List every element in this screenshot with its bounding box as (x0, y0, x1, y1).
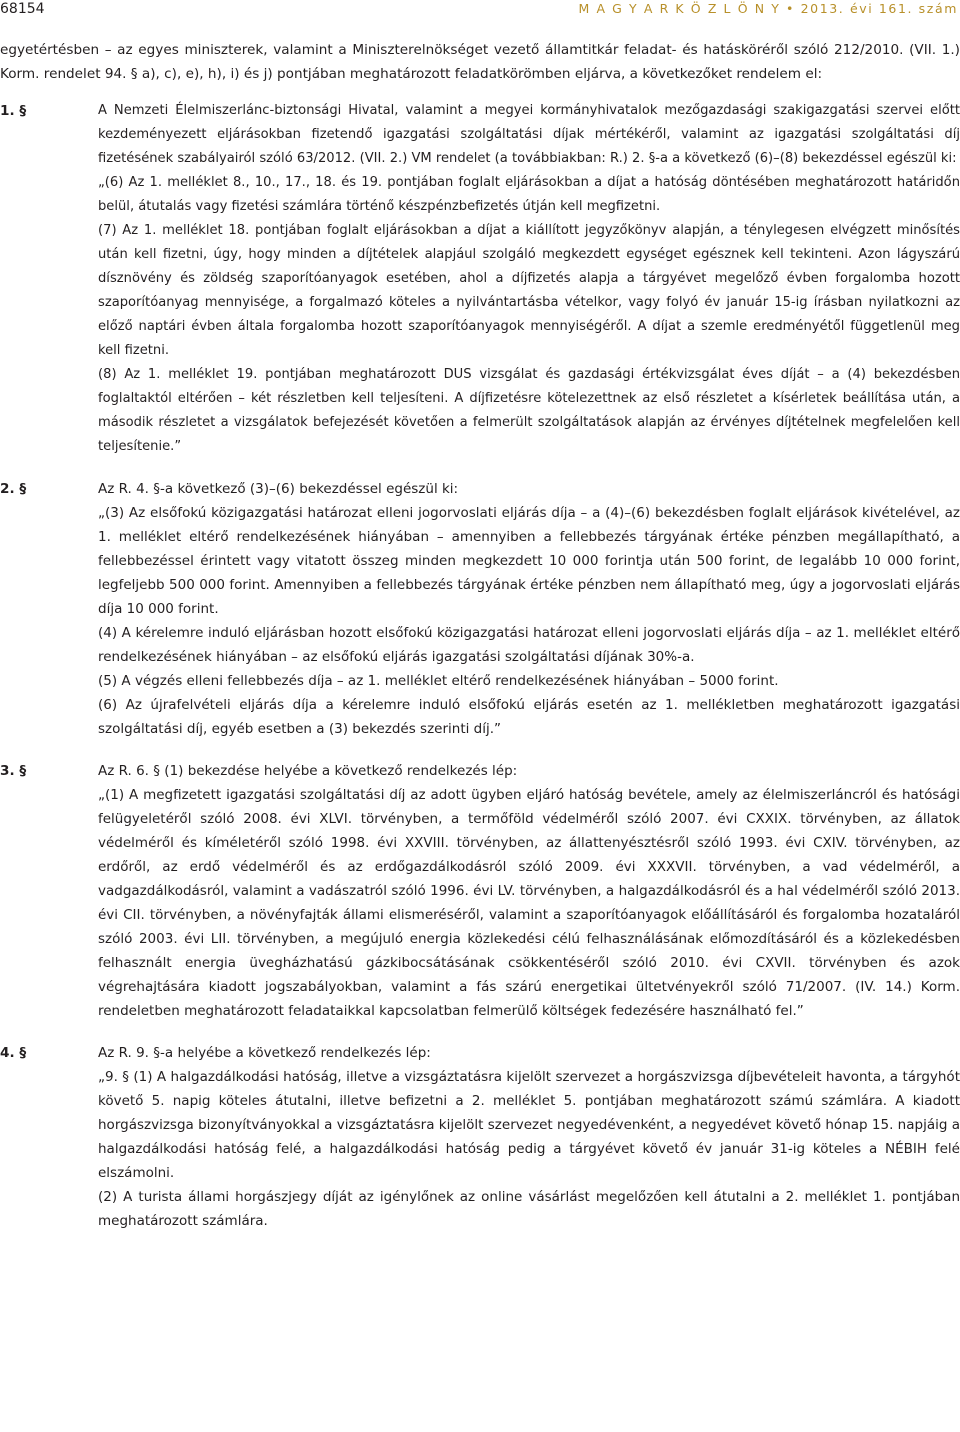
section-4 (0, 1041, 960, 1233)
running-title: M A G Y A R K Ö Z L Ö N Y • 2013. évi 161. szám (578, 1, 958, 16)
section-paragraph: Az R. 9. §-a helyébe a következő rendelkezés lép: (98, 1045, 431, 1061)
page-header (0, 0, 960, 24)
section-paragraph: Az R. 4. §-a következő (3)–(6) bekezdéssel egészül ki: (98, 481, 459, 497)
section-body (98, 477, 960, 741)
section-label: 3. § (0, 763, 27, 779)
section-paragraph: (8) Az 1. melléklet 19. pontjában meghatározott DUS vizsgálat és gazdasági értékvizsgálat éves díját – a (4) bekezdésben foglaltaktól eltérően – két részletben kell teljesíteni. A díjfizetésre kötelezettnek az első részletet a kísérletek beállítása után, a második részletet a vizsgálatok befejezését követően a felmerült szolgáltatások alapján az érvényes díjtételnek megfelelően kell teljesítenie.” (98, 367, 960, 454)
section-label: 4. § (0, 1045, 27, 1061)
section-body (98, 1041, 960, 1233)
section-body (98, 759, 960, 1023)
section-paragraph: „(3) Az elsőfokú közigazgatási határozat elleni jogorvoslati eljárás díja – a (4)–(6) bekezdésben foglalt eljárások kivételével, az 1. melléklet eltérő rendelkezésének hiányában – amennyiben a fellebbezés tárgyának értéke pénzben megállapítható, a fellebbezéssel érintett vagy vitatott összeg minden megkezdett 10 000 forintja után 500 forint, de legalább 10 000 forint, legfeljebb 500 000 forint. Amennyiben a fellebbezés tárgyának értéke pénzben nem állapítható meg, úgy a jogorvoslati eljárás díja 10 000 forint. (98, 505, 960, 617)
page-number: 68154 (0, 1, 45, 17)
section-paragraph: (7) Az 1. melléklet 18. pontjában foglalt eljárásokban a díjat a kiállított jegyzőkönyv alapján, a ténylegesen elvégzett minősítés után kell fizetni, úgy, hogy minden a díjtételek alapjául szolgáló megkezdett egységet egésznek kell tekinteni. Azon lágyszárú dísznövény és zöldség szaporítóanyagok esetében, ahol a díjfizetés alapja a tárgyévet megelőző évben forgalomba hozott szaporítóanyag mennyisége, a forgalmazó köteles a nyilvántartásba vételkor, vagy folyó év január 15-ig írásban nyilatkozni az előző naptári évben általa forgalomba hozott szaporítóanyagok mennyiségéről. A díjat a szemle eredményétől függetlenül meg kell fizetni. (98, 223, 960, 358)
section-paragraph: (2) A turista állami horgászjegy díját az igénylőnek az online vásárlást megelőzően kell átutalni a 2. melléklet 1. pontjában meghatározott számlára. (98, 1189, 960, 1229)
section-paragraph: Az R. 6. § (1) bekezdése helyébe a következő rendelkezés lép: (98, 763, 518, 779)
section-2 (0, 477, 960, 741)
section-paragraph: „(1) A megfizetett igazgatási szolgáltatási díj az adott ügyben eljáró hatóság bevétele, amely az élelmiszerláncról és hatósági felügyeletéről szóló 2008. évi XLVI. törvényben, a termőföld védelméről szóló 2007. évi CXXIX. törvényben, az állatok védelméről és kíméletéről szóló 1998. évi XXVIII. törvényben, az állattenyésztésről szóló 1993. évi CXIV. törvényben, az erdőről, az erdő védelméről és az erdőgazdálkodásról szóló 2009. évi XXXVII. törvényben, a vad védelméről, a vadgazdálkodásról, valamint a vadászatról szóló 1996. évi LV. törvényben, a halgazdálkodásról és a hal védelméről szóló 2013. évi CII. törvényben, a növényfajták állami elismeréséről, valamint a szaporítóanyagok előállításáról és forgalomba hozataláról szóló 2003. évi LII. törvényben, a megújuló energia közlekedési célú felhasználásának előmozdításáról és a közlekedésben felhasznált energia üvegházhatású gázkibocsátásának csökkentéséről szóló 2010. évi CXVII. törvényben és azok végrehajtására kiadott jogszabályokban, valamint a fás szárú energetikai ültetvényekről szóló 71/2007. (IV. 14.) Korm. rendeletben meghatározott feladataikkal kapcsolatban felmerülő költségek fedezésére használható fel.” (98, 787, 960, 1019)
section-paragraph: (4) A kérelemre induló eljárásban hozott elsőfokú közigazgatási határozat elleni jogorvoslati eljárás díja – az 1. melléklet eltérő rendelkezésének hiányában – az elsőfokú eljárás igazgatási szolgáltatási díjának 30%-a. (98, 625, 960, 665)
section-3 (0, 759, 960, 1023)
section-label: 2. § (0, 481, 27, 497)
section-paragraph: (5) A végzés elleni fellebbezés díja – az 1. melléklet eltérő rendelkezésének hiányában – 5000 forint. (98, 673, 779, 689)
section-paragraph: (6) Az újrafelvételi eljárás díja a kérelemre induló elsőfokú eljárás esetén az 1. mellékletben meghatározott igazgatási szolgáltatási díj, egyéb esetben a (3) bekezdés szerinti díj.” (98, 697, 960, 737)
section-paragraph: „(6) Az 1. melléklet 8., 10., 17., 18. és 19. pontjában foglalt eljárásokban a díjat a hatóság döntésében meghatározott határidőn belül, átutalás vagy fizetési számlára történő készpénzbefizetés útján kell megfizetni. (98, 175, 960, 214)
section-paragraph: A Nemzeti Élelmiszerlánc-biztonsági Hivatal, valamint a megyei kormányhivatalok mezőgazdasági szakigazgatási szervei előtt kezdeményezett eljárásokban fizetendő igazgatási szolgáltatási díjak mértékéről, valamint az igazgatási szolgáltatási díj fizetésének szabályairól szóló 63/2012. (VII. 2.) VM rendelet (a továbbiakban: R.) 2. §-a a következő (6)–(8) bekezdéssel egészül ki: (98, 103, 960, 166)
section-1 (0, 99, 960, 459)
document-body (0, 38, 960, 1251)
intro-paragraph: egyetértésben – az egyes miniszterek, valamint a Miniszterelnökséget vezető államtitkár feladat- és hatásköréről szóló 212/2010. (VII. 1.) Korm. rendelet 94. § a), c), e), h), i) és j) pontjában meghatározott feladatkörömben eljárva, a következőket rendelem el: (0, 42, 960, 82)
section-paragraph: „9. § (1) A halgazdálkodási hatóság, illetve a vizsgáztatásra kijelölt szervezet a horgászvizsga díjbevételeit havonta, a tárgyhót követő 5. napig köteles átutalni, illetve befizetni a 2. melléklet 5. pontjában meghatározott számú számlára. A kiadott horgászvizsga bizonyítványokkal a vizsgáztatásra kijelölt szervezet negyedévenként, a negyedévet követő hónap 15. napjáig a halgazdálkodási hatóság felé, a halgazdálkodási hatóság pedig a tárgyévet követő év január 31-ig köteles a NÉBIH felé elszámolni. (98, 1069, 960, 1181)
section-label: 1. § (0, 103, 27, 119)
section-body (98, 99, 960, 459)
